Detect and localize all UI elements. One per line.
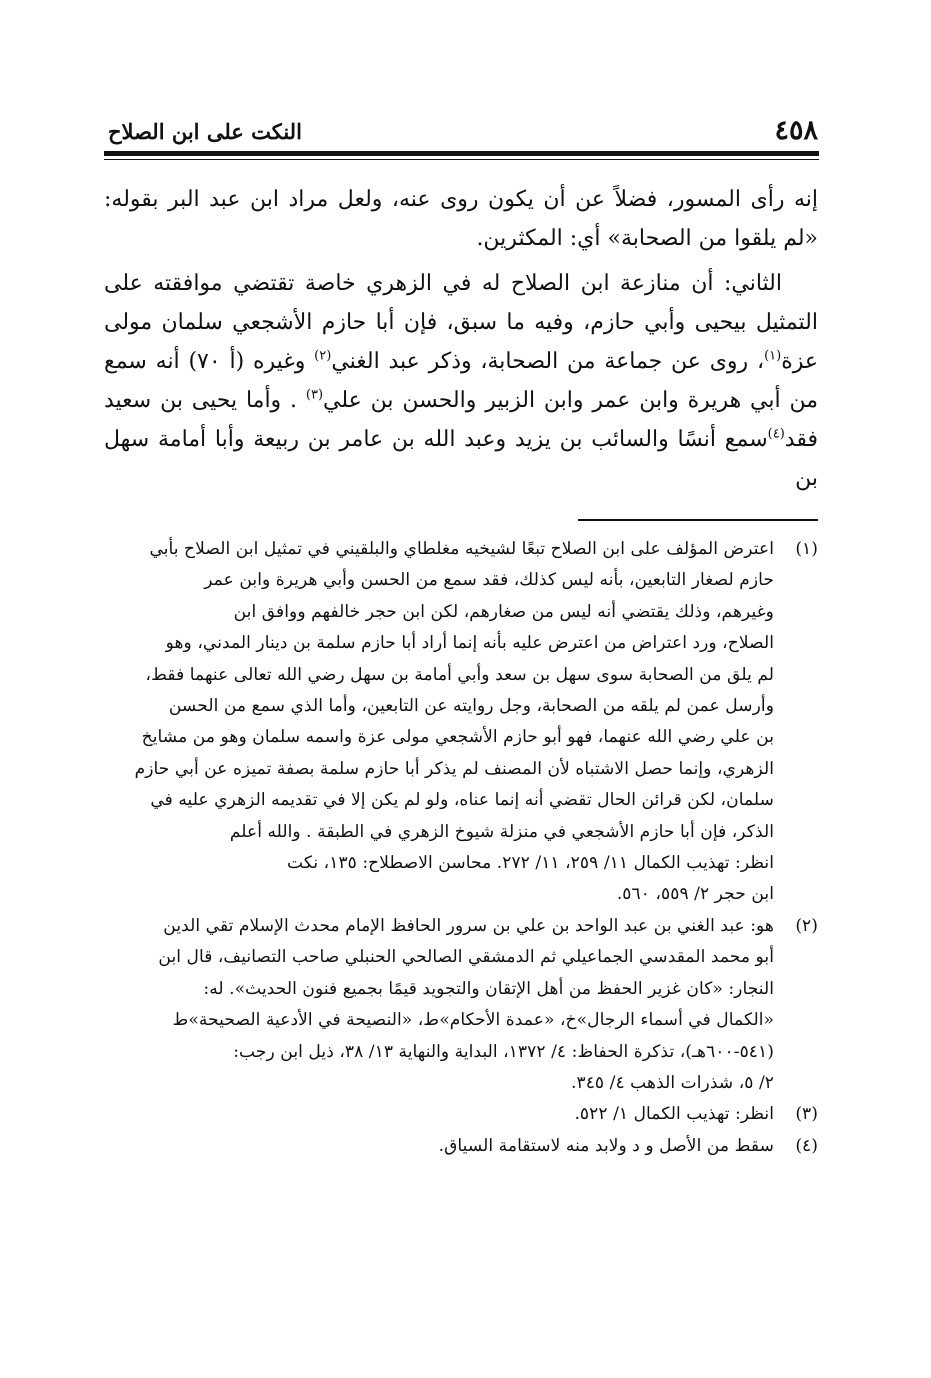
footnote-line: انظر: تهذيب الكمال ١١/ ٢٥٩، ١١/ ٢٧٢. محاسن الاصطلاح: ١٣٥، نكت <box>287 853 774 874</box>
footnote-line: ٢/ ٥، شذرات الذهب ٤/ ٣٤٥. <box>571 1072 774 1093</box>
footnote-line: الصلاح، ورد اعتراض من اعترض عليه بأنه إنما أراد أبا حازم سلمة بن دينار المدني، وهو <box>165 633 774 654</box>
footnote-text <box>104 911 774 1099</box>
footnote-line: أبو محمد المقدسي الجماعيلي ثم الدمشقي الصالحي الحنبلي صاحب التصانيف، قال ابن <box>158 947 774 968</box>
footnote-number: (٢) <box>795 915 818 936</box>
paragraph-2-part-c: وغيره (أ ٧٠) أنه سمع من أبي هريرة وابن عمر وابن الزبير والحسن بن علي <box>104 349 818 413</box>
footnote-number: (٣) <box>795 1104 818 1125</box>
footnote-text <box>104 534 774 911</box>
footnote-text <box>104 1131 774 1162</box>
page-header <box>104 112 818 146</box>
footnote-number: (١) <box>795 539 818 559</box>
footnote-line: سلمان، لكن قرائن الحال تقضي أنه إنما عناه، ولو لم يكن إلا في تقديمه الزهري عليه في <box>150 790 774 811</box>
header-rule <box>104 151 819 156</box>
page-number: ٤٥٨ <box>774 115 818 146</box>
footnote-line: انظر: تهذيب الكمال ١/ ٥٢٢. <box>574 1104 774 1125</box>
footnote-line: سقط من الأصل و د ولابد منه لاستقامة السياق. <box>438 1135 774 1156</box>
footnote-4 <box>104 1131 818 1162</box>
running-title: النكت على ابن الصلاح <box>108 119 302 144</box>
footnote-line: الزهري، وإنما حصل الاشتباه لأن المصنف لم يذكر أبا حازم سلمة بصفة تميزه عن أبي حازم <box>134 758 774 779</box>
footnote-line: اعترض المؤلف على ابن الصلاح تبعًا لشيخيه مغلطاي والبلقيني في تمثيل ابن الصلاح بأبي <box>149 539 774 559</box>
paragraph-2-part-b: ، روى عن جماعة من الصحابة، وذكر عبد الغني <box>331 349 765 374</box>
paragraph-2-part-d: . وأما يحيى بن سعيد فقد <box>104 388 818 452</box>
footnote-line: الذكر، فإن أبا حازم الأشجعي في منزلة شيوخ الزهري في الطبقة . والله أعلم <box>229 821 774 842</box>
footnote-line: لم يلق من الصحابة سوى سهل بن سعد وأبي أمامة بن سهل رضي الله تعالى عنهما فقط، <box>145 664 774 685</box>
footnote-line: بن علي رضي الله عنهما، فهو أبو حازم الأشجعي مولى عزة واسمه سلمان وهو من مشايخ <box>141 727 774 748</box>
footnote-ref-2[interactable]: (٢) <box>314 348 332 364</box>
footnote-line: ابن حجر ٢/ ٥٥٩، ٥٦٠. <box>616 884 774 905</box>
footnote-line: هو: عبد الغني بن عبد الواحد بن علي بن سرور الحافظ الإمام محدث الإسلام تقي الدين <box>163 915 774 936</box>
footnotes <box>104 534 818 1162</box>
paragraph-1: إنه رأى المسور، فضلاً عن أن يكون روى عنه، ولعل مراد ابن عبد البر بقوله: «لم يلقوا من الصحابة» أي: المكثرين. <box>104 187 818 251</box>
footnote-line: النجار: «كان غزير الحفظ من أهل الإتقان والتجويد قيمًا بجميع فنون الحديث». له: <box>203 978 774 999</box>
footnote-ref-3[interactable]: (٣) <box>305 387 324 403</box>
footnote-line: (٥٤١-٦٠٠هـ)، تذكرة الحفاظ: ٤/ ١٣٧٢، البداية والنهاية ١٣/ ٣٨، ذيل ابن رجب: <box>233 1041 774 1062</box>
paragraph-2-part-a: الثاني: أن منازعة ابن الصلاح له في الزهري خاصة تقتضي موافقته على التمثيل بيحيى وأبي حازم، وفيه ما سبق، فإن أبا حازم الأشجعي سلمان مولى عزة <box>104 271 818 374</box>
paragraph-2 <box>104 264 818 498</box>
paragraph-2-part-e: سمع أنسًا والسائب بن يزيد وعبد الله بن عامر بن ربيعة وأبا أمامة سهل بن <box>104 427 818 491</box>
main-text <box>104 180 818 498</box>
footnote-ref-1[interactable]: (١) <box>764 348 782 364</box>
footnote-1 <box>104 534 818 911</box>
header-rule-thin <box>104 159 819 160</box>
footnote-line: وأرسل عمن لم يلقه من الصحابة، وجل روايته عن التابعين، وأما الذي سمع من الحسن <box>168 696 774 717</box>
footnote-line: حازم لصغار التابعين، بأنه ليس كذلك، فقد سمع من الحسن وأبي هريرة وابن عمر <box>204 570 774 591</box>
footnote-line: وغيرهم، وذلك يقتضي أنه ليس من صغارهم، لكن ابن حجر خالفهم ووافق ابن <box>233 601 774 622</box>
footnote-2 <box>104 911 818 1099</box>
footnote-3 <box>104 1099 818 1130</box>
footnote-text <box>104 1099 774 1130</box>
footnote-line: «الكمال في أسماء الرجال»خ، «عمدة الأحكام»ط، «النصيحة في الأدعية الصحيحة»ط <box>172 1010 774 1031</box>
footnote-ref-4[interactable]: (٤) <box>767 426 785 442</box>
footnote-number: (٤) <box>795 1135 818 1156</box>
footnote-separator <box>578 519 818 521</box>
